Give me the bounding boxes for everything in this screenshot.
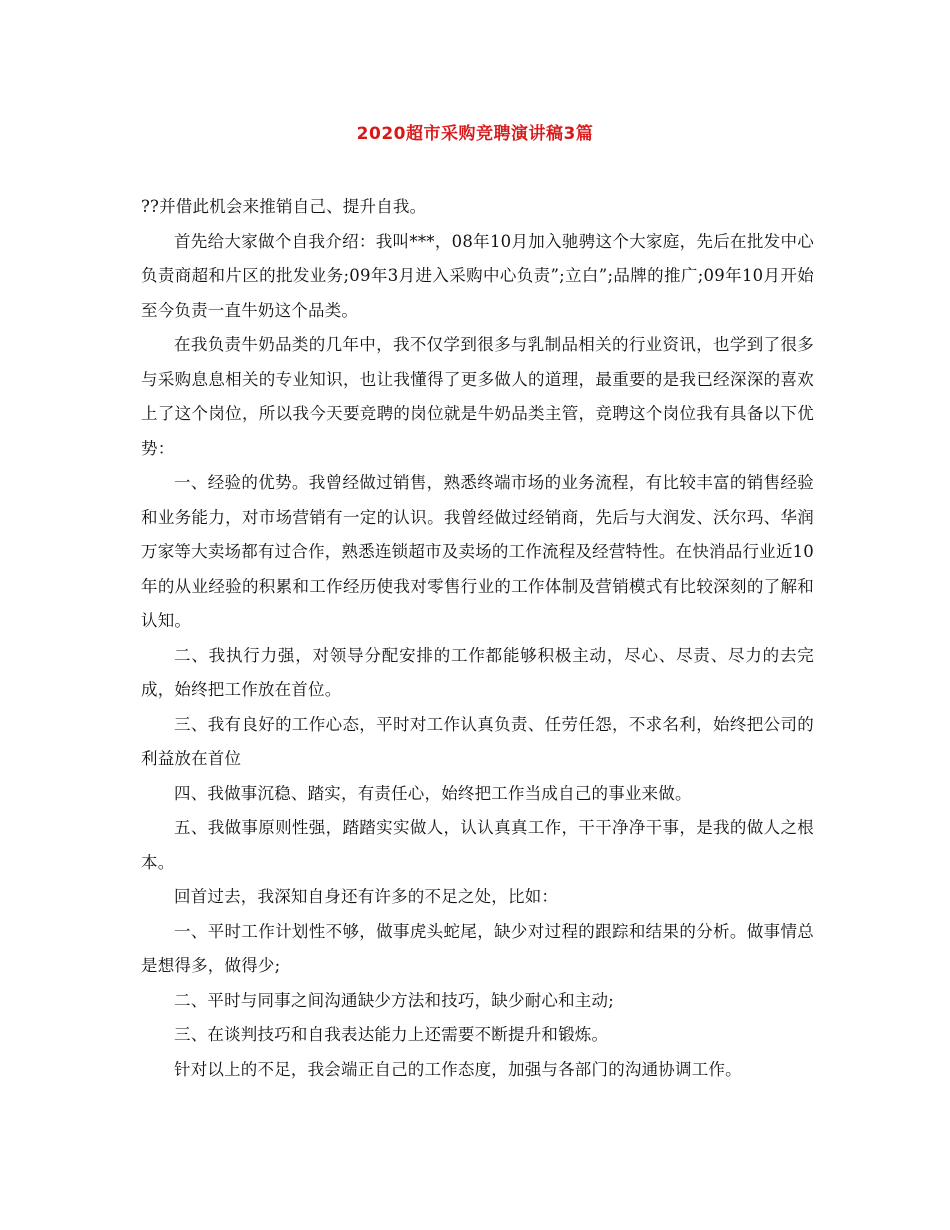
paragraph-shortcoming-communication: 二、平时与同事之间沟通缺少方法和技巧，缺少耐心和主动; [174, 990, 614, 1010]
document-title: 2020超市采购竞聘演讲稿3篇 [356, 124, 594, 144]
paragraph-intro-fragment: ??并借此机会来推销自己、提升自我。 [141, 197, 427, 216]
paragraph-self-introduction: 首先给大家做个自我介绍：我叫***，08年10月加入驰骋这个大家庭，先后在批发中心负责商超和片区的批发业务;09年3月进入采购中心负责”;立白”;品牌的推广;09年10月开始至今负责一直牛奶这个品类。 [141, 231, 814, 320]
paragraph-advantage-experience: 一、经验的优势。我曾经做过销售，熟悉终端市场的业务流程，有比较丰富的销售经验和业务能力，对市场营销有一定的认识。我曾经做过经销商，先后与大润发、沃尔玛、华润万家等大卖场都有过合作，熟悉连锁超市及卖场的工作流程及经营特性。在快消品行业近10年的从业经验的积累和工作经历使我对零售行业的工作体制及营销模式有比较深刻的了解和认知。 [141, 473, 814, 630]
paragraph-shortcomings-intro: 回首过去，我深知自身还有许多的不足之处，比如： [174, 887, 559, 906]
document-body [141, 190, 814, 1087]
paragraph-advantage-attitude: 三、我有良好的工作心态，平时对工作认真负责、任劳任怨，不求名利，始终把公司的利益放在首位 [141, 714, 814, 768]
paragraph-shortcoming-negotiation: 三、在谈判技巧和自我表达能力上还需要不断提升和锻炼。 [174, 1025, 609, 1044]
paragraph-advantage-principle: 五、我做事原则性强，踏踏实实做人，认认真真工作，干干净净干事，是我的做人之根本。 [141, 818, 814, 872]
paragraph-advantage-steady: 四、我做事沉稳、踏实，有责任心，始终把工作当成自己的事业来做。 [174, 783, 692, 803]
paragraph-position-goal: 在我负责牛奶品类的几年中，我不仅学到很多与乳制品相关的行业资讯，也学到了很多与采购息息相关的专业知识，也让我懂得了更多做人的道理，最重要的是我已经深深的喜欢上了这个岗位，所以我今天要竞聘的岗位就是牛奶品类主管，竞聘这个岗位我有具备以下优势： [141, 335, 814, 458]
paragraph-shortcoming-planning: 一、平时工作计划性不够，做事虎头蛇尾，缺少对过程的跟踪和结果的分析。做事情总是想得多，做得少; [141, 921, 814, 975]
paragraph-improvement: 针对以上的不足，我会端正自己的工作态度，加强与各部门的沟通协调工作。 [174, 1059, 742, 1079]
paragraph-advantage-execution: 二、我执行力强，对领导分配安排的工作都能够积极主动，尽心、尽责、尽力的去完成，始终把工作放在首位。 [141, 645, 814, 699]
